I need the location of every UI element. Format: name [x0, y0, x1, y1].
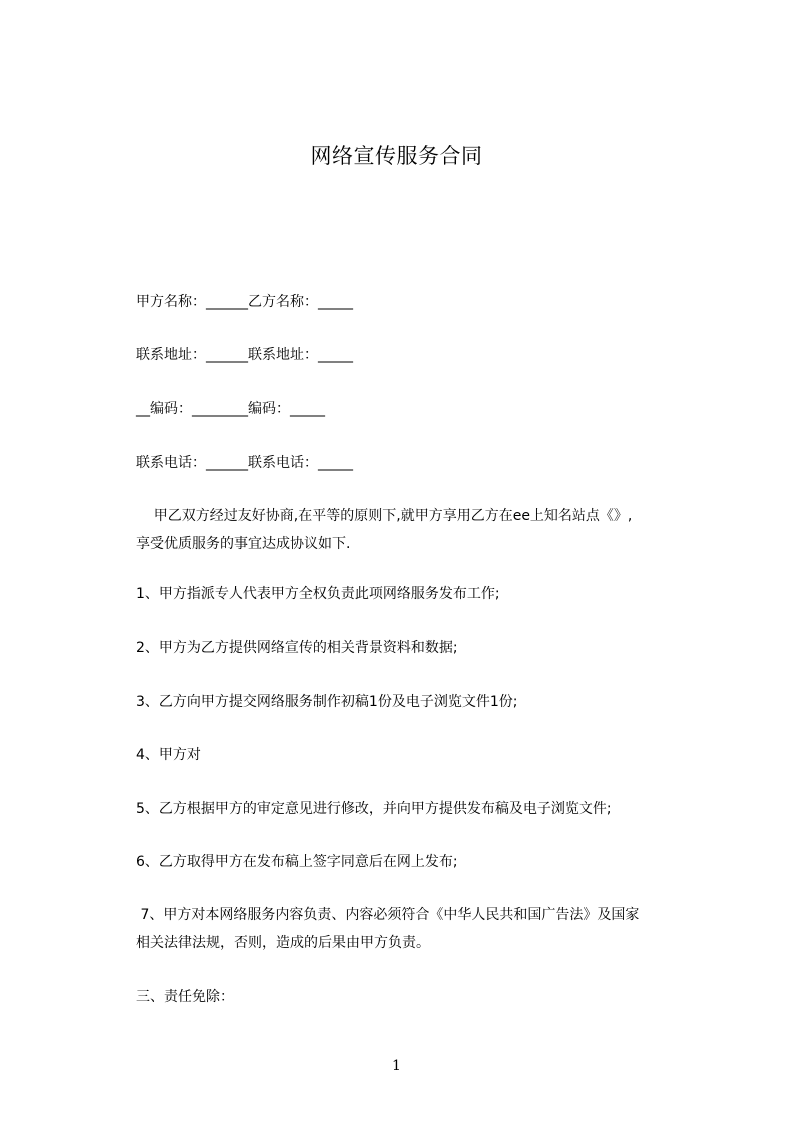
- party-phone-line: 联系电话：______联系电话：_____: [136, 455, 353, 471]
- clause-7-line-1: 7、甲方对本网络服务内容负责、内容必须符合《中华人民共和国广告法》及国家: [136, 907, 640, 923]
- intro-line-2: 享受优质服务的事宜达成协议如下.: [136, 536, 351, 552]
- intro-paragraph: [136, 502, 716, 558]
- clause-7: [136, 901, 716, 957]
- clause-5: 5、乙方根据甲方的审定意见进行修改，并向甲方提供发布稿及电子浏览文件;: [136, 801, 612, 817]
- clause-2: 2、甲方为乙方提供网络宣传的相关背景资料和数据;: [136, 640, 458, 656]
- intro-line-1: 甲乙双方经过友好协商,在平等的原则下,就甲方享用乙方在ee上知名站点《》,: [136, 508, 633, 524]
- party-name-line: 甲方名称：______乙方名称：_____: [136, 294, 353, 310]
- clause-7-line-2: 相关法律法规，否则，造成的后果由甲方负责。: [136, 935, 430, 951]
- clause-4: 4、甲方对: [136, 747, 201, 763]
- section-heading-liability: 三、责任免除：: [136, 989, 234, 1005]
- party-address-line: 联系地址：______联系地址：_____: [136, 347, 353, 363]
- clause-6: 6、乙方取得甲方在发布稿上签字同意后在网上发布;: [136, 854, 458, 870]
- page-number: 1: [392, 1058, 401, 1074]
- clause-3: 3、乙方向甲方提交网络服务制作初稿1份及电子浏览文件1份;: [136, 694, 518, 710]
- clause-1: 1、甲方指派专人代表甲方全权负责此项网络服务发布工作;: [136, 586, 500, 602]
- document-title: 网络宣传服务合同: [310, 144, 483, 168]
- party-postcode-line: __编码：________编码：_____: [136, 401, 325, 417]
